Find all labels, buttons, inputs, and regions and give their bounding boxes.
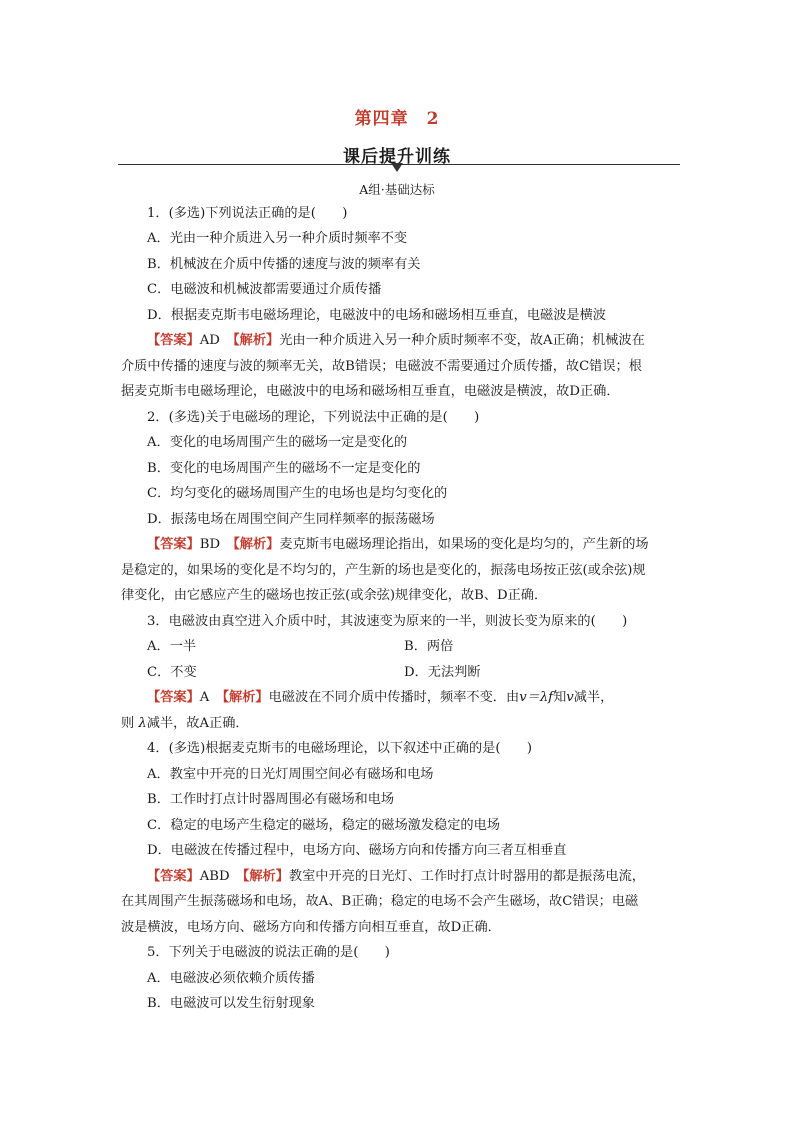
q3-line2-b: 减半，故A正确．	[146, 716, 249, 731]
q2-analysis-1: 麦克斯韦电磁场理论指出，如果场的变化是均匀的，产生新的场	[279, 537, 649, 552]
q1-option-d: D．根据麦克斯韦电磁场理论，电磁波中的电场和磁场相互垂直，电磁波是横波	[147, 308, 606, 323]
q3-stem: 3．电磁波由真空进入介质中时，其波速变为原来的一半，则波长变为原来的( )	[147, 614, 628, 629]
chapter-heading: 第四章 2	[354, 109, 440, 129]
q3-answer: A	[199, 690, 210, 705]
analysis-tag: 【解析】	[242, 869, 289, 884]
q3-line2-a: 则	[121, 716, 135, 731]
q4-analysis-3: 波是横波，电场方向、磁场方向和传播方向相互垂直，故D正确．	[121, 920, 501, 935]
q4-stem: 4．(多选)根据麦克斯韦的电磁场理论，以下叙述中正确的是( )	[147, 741, 533, 756]
q4-option-a: A．教室中开亮的日光灯周围空间必有磁场和电场	[147, 767, 434, 782]
q4-answer: ABD	[199, 869, 230, 884]
q4-option-c: C．稳定的电场产生稳定的磁场，稳定的磁场激发稳定的电场	[147, 818, 500, 833]
q3-formula: v＝λf	[519, 690, 554, 705]
analysis-tag: 【解析】	[233, 333, 280, 348]
q3-analysis-b: 知	[553, 690, 567, 705]
q2-option-c: C．均匀变化的磁场周围产生的电场也是均匀变化的	[147, 486, 448, 501]
q1-option-b: B．机械波在介质中传播的速度与波的频率有关	[147, 257, 421, 272]
analysis-tag: 【解析】	[222, 690, 269, 705]
q2-answer-line	[147, 535, 649, 555]
q1-analysis-2: 介质中传播的速度与波的频率无关，故B错误；电磁波不需要通过介质传播，故C错误；根	[121, 359, 642, 374]
q1-answer: AD	[199, 333, 220, 348]
q3-option-c: C．不变	[147, 665, 197, 680]
answer-tag: 【答案】	[147, 537, 200, 552]
answer-tag: 【答案】	[147, 869, 200, 884]
q3-var-lambda: λ	[138, 716, 147, 731]
q4-option-b: B．工作时打点计时器周围必有磁场和电场	[147, 792, 395, 807]
q3-answer-line	[147, 688, 613, 708]
q1-stem: 1．(多选)下列说法正确的是( )	[147, 206, 348, 221]
q2-option-b: B．变化的电场周围产生的磁场不一定是变化的	[147, 461, 421, 476]
q2-answer: BD	[199, 537, 221, 552]
section-title: 课后提升训练	[343, 147, 451, 167]
q4-answer-line	[147, 867, 645, 887]
q3-analysis-c: 减半，	[573, 690, 614, 705]
q2-option-d: D．振荡电场在周围空间产生同样频率的振荡磁场	[147, 512, 435, 527]
q5-option-b: B．电磁波可以发生衍射现象	[147, 996, 315, 1011]
q5-stem: 5．下列关于电磁波的说法正确的是( )	[147, 945, 390, 960]
q1-analysis-1: 光由一种介质进入另一种介质时频率不变，故A正确；机械波在	[279, 333, 645, 348]
q3-option-b: B．两倍	[404, 639, 454, 654]
analysis-tag: 【解析】	[233, 537, 280, 552]
q3-analysis-a: 电磁波在不同介质中传播时，频率不变．由	[268, 690, 520, 705]
q1-option-c: C．电磁波和机械波都需要通过介质传播	[147, 282, 382, 297]
q3-answer-line-2	[121, 714, 249, 734]
triangle-marker-icon	[391, 163, 403, 172]
q2-analysis-2: 是稳定的，如果场的变化是不均匀的，产生新的场也是变化的，振荡电场按正弦(或余弦)规	[121, 563, 646, 578]
q3-option-a: A．一半	[147, 639, 197, 654]
q5-option-a: A．电磁波必须依赖介质传播	[147, 971, 315, 986]
group-label: A组·基础达标	[359, 182, 435, 197]
q4-analysis-2: 在其周围产生振荡磁场和电场，故A、B正确；稳定的电场不会产生磁场，故C错误；电磁	[121, 894, 639, 909]
q2-analysis-3: 律变化，由它感应产生的磁场也按正弦(或余弦)规律变化，故B、D正确．	[121, 588, 548, 603]
q3-var-v: v	[566, 690, 574, 705]
q1-answer-line	[147, 331, 645, 351]
q2-option-a: A．变化的电场周围产生的磁场一定是变化的	[147, 435, 408, 450]
q4-analysis-1: 教室中开亮的日光灯、工作时打点计时器用的都是振荡电流，	[288, 869, 645, 884]
q4-option-d: D．电磁波在传播过程中，电场方向、磁场方向和传播方向三者互相垂直	[147, 843, 567, 858]
q3-option-d: D．无法判断	[404, 665, 481, 680]
q1-option-a: A．光由一种介质进入另一种介质时频率不变	[147, 231, 408, 246]
answer-tag: 【答案】	[147, 690, 200, 705]
q1-analysis-3: 据麦克斯韦电磁场理论，电磁波中的电场和磁场相互垂直，电磁波是横波，故D正确．	[121, 384, 620, 399]
answer-tag: 【答案】	[147, 333, 200, 348]
q2-stem: 2．(多选)关于电磁场的理论，下列说法中正确的是( )	[147, 410, 480, 425]
